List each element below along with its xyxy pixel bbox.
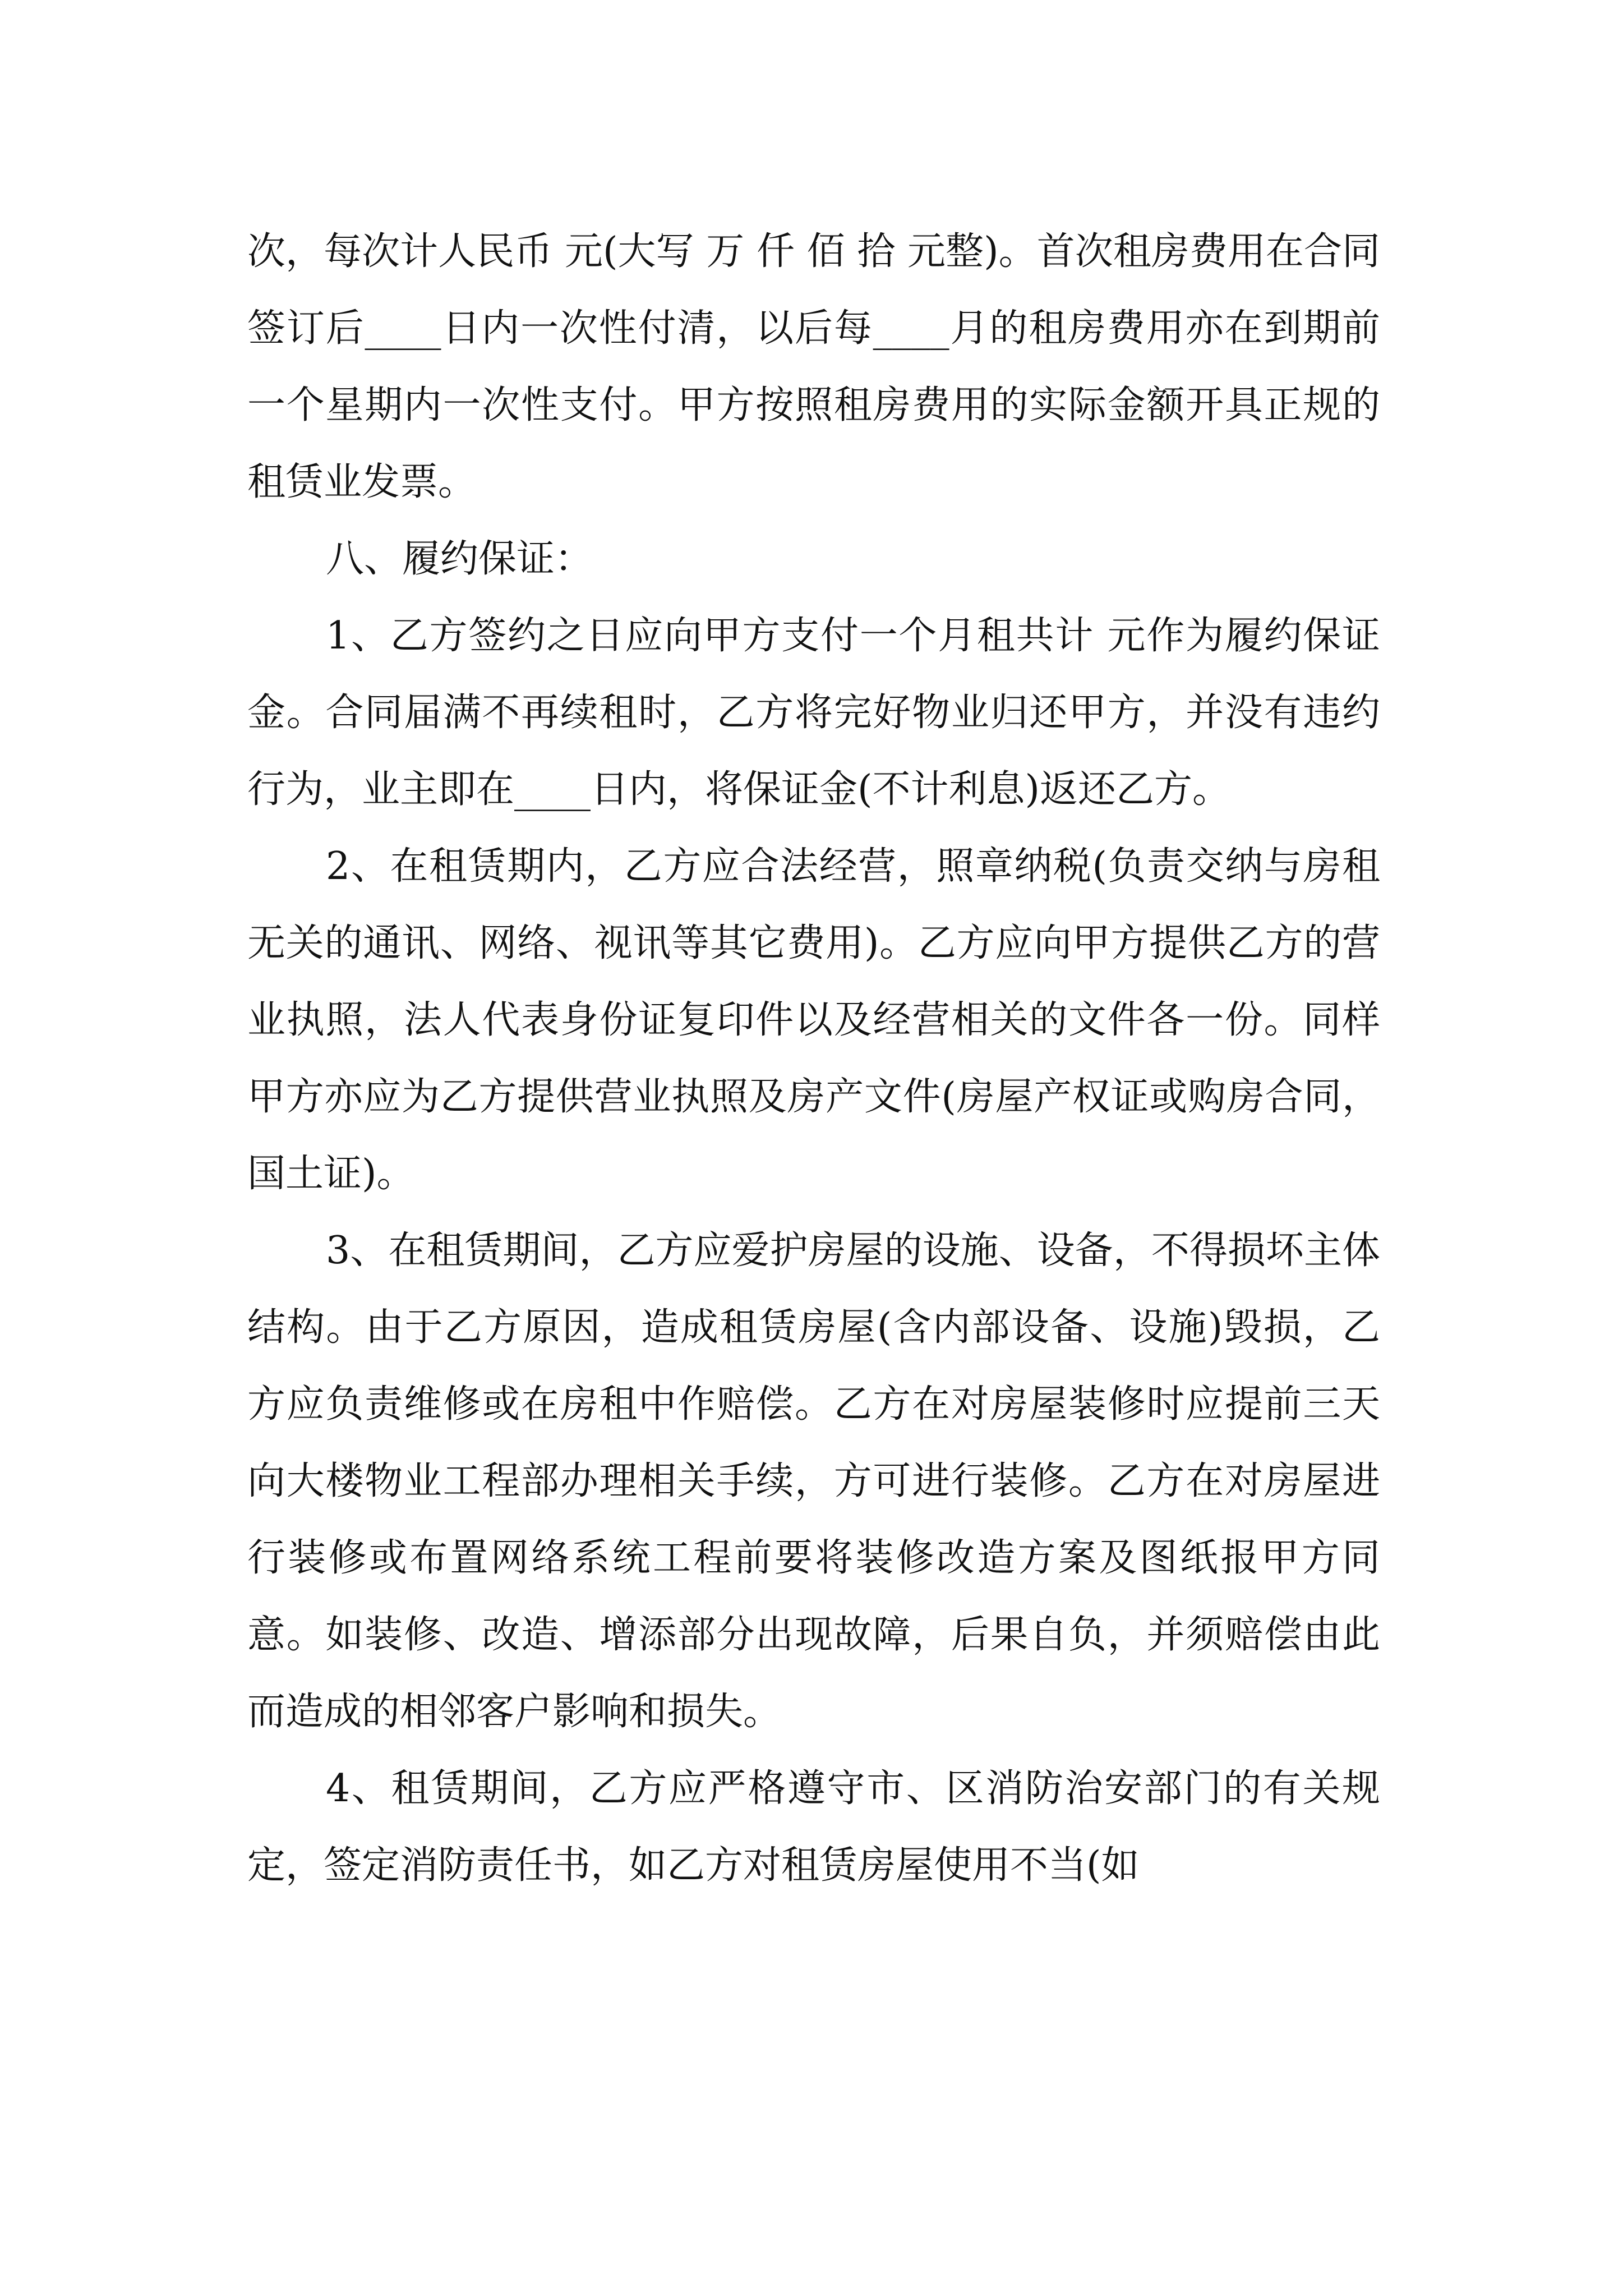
paragraph-clause-3: 3、在租赁期间，乙方应爱护房屋的设施、设备，不得损坏主体结构。由于乙方原因，造成租赁房屋(含内部设备、设施)毁损，乙方应负责维修或在房租中作赔偿。乙方在对房屋装修时应提前三天向大楼物业工程部办理相关手续，方可进行装修。乙方在对房屋进行装修或布置网络系统工程前要将装修改造方案及图纸报甲方同意。如装修、改造、增添部分出现故障，后果自负，并须赔偿由此而造成的相邻客户影响和损失。 — [247, 1228, 1380, 1734]
paragraph-clause-2: 2、在租赁期内，乙方应合法经营，照章纳税(负责交纳与房租无关的通讯、网络、视讯等其它费用)。乙方应向甲方提供乙方的营业执照，法人代表身份证复印件以及经营相关的文件各一份。同样甲方亦应为乙方提供营业执照及房产文件(房屋产权证或购房合同，国土证)。 — [247, 844, 1380, 1196]
heading-performance-guarantee: 八、履约保证： — [326, 537, 593, 581]
paragraph-clause-4: 4、租赁期间，乙方应严格遵守市、区消防治安部门的有关规定，签定消防责任书，如乙方对租赁房屋使用不当(如 — [247, 1766, 1380, 1888]
paragraph-rent-payment: 次，每次计人民币 元(大写 万 仟 佰 拾 元整)。首次租房费用在合同签订后____日内一次性付清，以后每____月的租房费用亦在到期前一个星期内一次性支付。甲方按照租房费用的实际金额开具正规的租赁业发票。 — [247, 229, 1380, 504]
document-page — [247, 213, 1380, 1904]
paragraph-clause-1: 1、乙方签约之日应向甲方支付一个月租共计 元作为履约保证金。合同届满不再续租时，乙方将完好物业归还甲方，并没有违约行为，业主即在____日内，将保证金(不计利息)返还乙方。 — [247, 614, 1380, 812]
